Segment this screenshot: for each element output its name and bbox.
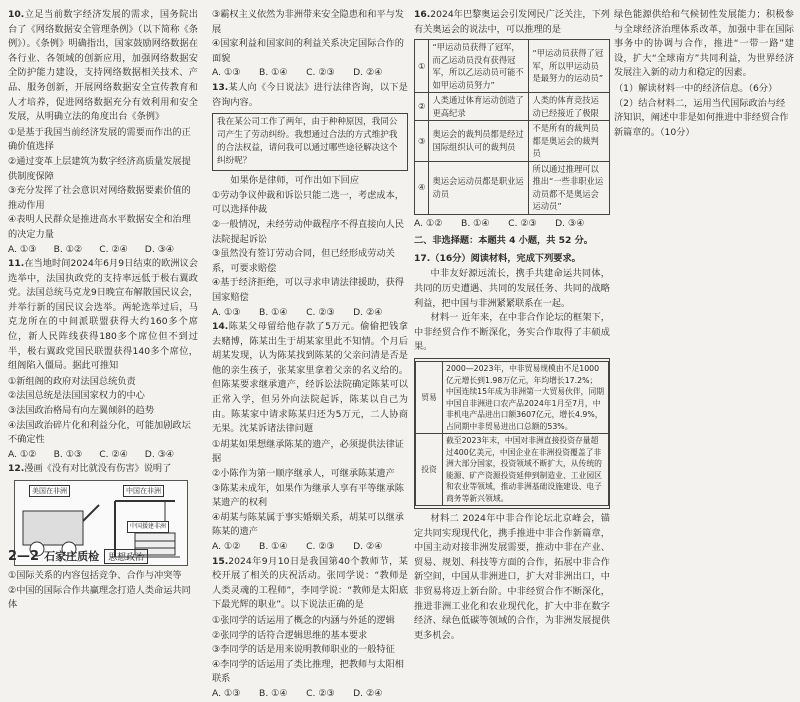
question-10: 10.立足当前数字经济发展的需求，国务院出台了《网络数据安全管理条例》（以下简称《条例》）。《条例》明确指出，国家鼓励网络数据在各行业、各领域的创新应用，加强网络数据安全防护能力建设，支持网络数据相关技术、产品、服务创新，开展网络数据安全宣传教育和人才培养，促进网络数据充分有效利用和安全发展，从明确立法的角度出台《条例》 <box>8 9 198 123</box>
q10-choices: A. ①③ B. ①② C. ②④ D. ③④ <box>8 243 175 255</box>
table-row: ③ 奥运会的裁判员都是经过国际组织认可的裁判员 不是所有的裁判员都是奥运会的裁判员 <box>415 121 610 162</box>
question-13: 13.某人向《今日说法》进行法律咨询，以下是咨询内容。 <box>212 81 408 108</box>
q14-choices: A. ①② B. ①④ C. ②③ D. ②④ <box>212 541 383 552</box>
material-2: 材料二 2024年中非合作论坛北京峰会，锚定共同实现现代化，携手推进中非合作新篇章，中国主动对接非洲发展需要，推动中非在产业、贸易、规划、科技等方面的合作，拓展中非合作新空间，中国从非洲进口，扩大对非洲出口，中非贸易将迈上新台阶。中非经贸合作不断深化，推进非洲工业化和农业现代化，扩大中非在数字经济、绿色低碳等领域的合作，为非洲发展提供更多机会。 <box>414 513 610 641</box>
material-1: 材料一 近年来，在中非合作论坛的框架下，中非经贸合作不断深化，务实合作取得了丰硕成果。 <box>414 312 610 353</box>
subject-tag: 思想政治 <box>104 549 148 564</box>
question-12: 12.漫画《没有对比就没有伤害》说明了 <box>8 463 172 475</box>
section-2-heading: 二、非选择题：本题共 4 小题，共 52 分。 <box>414 235 593 247</box>
q10-option: ③充分发挥了社会意识对网络数据要素价值的推动作用 <box>8 185 191 211</box>
q15-option: ②张同学的话符合逻辑思维的基本要求 <box>212 629 368 641</box>
question-16: 16.2024年巴黎奥运会引发网民广泛关注，下列有关奥运会的说法中，可以推理的是 <box>414 9 610 35</box>
question-17-heading: 17.（16分）阅读材料，完成下列要求。 <box>414 252 581 264</box>
table-row: ① “甲运动员获得了冠军，而乙运动员没有获得冠军，所以乙运动员可能不如甲运动员努力” “甲运动员获得了冠军，所以甲运动员是最努力的运动员” <box>415 40 610 93</box>
q13-option: ③虽然没有签订劳动合同，但已经形成劳动关系，可要求赔偿 <box>212 248 395 274</box>
q15-option: ③李同学的话是用来说明教师职业的一般特征 <box>212 644 395 656</box>
q13-lead: 如果你是律师，可作出如下回应 <box>230 175 360 187</box>
q11-option: ④法国政治碎片化和利益分化，可能加剧政坛不确定性 <box>8 419 191 446</box>
q13-option: ④基于经济拒绝，可以寻求申请法律援助，获得国家赔偿 <box>212 277 404 303</box>
material-1-table <box>414 358 610 509</box>
question-14: 14.陈某父母留给他存款了5万元。偷偷把钱拿去赌博，陈某出生于胡某家里此不知情。个月后胡某发现，认为陈某找到陈某的父亲问清是否是他的亲生孩子，张某家里拿着父亲的名义给的。但陈某要求继承遗产，经诉讼法院确定陈某可以正常入学，但另外向法院起诉，陈某以自己为由。陈某家中请求陈某归还为5万元，二人协商无果。沈某诉诸法律问题 <box>212 321 408 435</box>
q15-option: ①张同学的话运用了概念的内涵与外延的逻辑 <box>212 614 395 626</box>
column-3 <box>414 8 610 643</box>
material-2-continued: 绿色能源供给和气候韧性发展能力；积极参与全球经济治理体系改革，加强中非在国际事务中的协调与合作，推进“一带一路”建设，扩大“全球南方”共同利益，为世界经济发展注入新的动力和稳定的因素。 <box>614 9 794 79</box>
q11-choices: A. ①② B. ①③ C. ②④ D. ③④ <box>8 448 175 460</box>
q14-option: ②小陈作为第一顺序继承人，可继承陈某遗产 <box>212 468 395 480</box>
cartoon-caption-right: 中国在非洲 <box>123 485 164 497</box>
q13-option: ②一般情况，未经劳动仲裁程序不得直接向人民法院提起诉讼 <box>212 218 404 245</box>
q14-option: ④胡某与陈某属于事实婚姻关系，胡某可以继承陈某的遗产 <box>212 511 404 538</box>
q12-option: ②中国的国际合作共赢理念打造人类命运共同体 <box>8 584 191 611</box>
exam-name: 石家庄质检 <box>44 550 100 563</box>
table-row: 贸易 2000—2023年，中非贸易规模由不足1000亿元增长到1.98万亿元，年均增长17.2%；中国连续15年成为非洲第一大贸易伙伴，同期中国自非洲进口农产品2024年1月至7月，中非机电产品进出口额3607亿元，增长4.9%，占同期中非贸易进出口总额的53%。 <box>416 362 609 434</box>
table-row: ④ 奥运会运动员都是职业运动员 所以通过推理可以推出“一些非职业运动员都不是奥运会运动员” <box>415 161 610 214</box>
page-footer <box>8 548 148 564</box>
q16-choices: A. ①② B. ①④ C. ②③ D. ③④ <box>414 217 585 229</box>
q10-option: ①是基于我国当前经济发展的需要而作出的正确价值选择 <box>8 126 191 153</box>
q17-requirement-2: （2）结合材料二，运用当代国际政治与经济知识，阐述中非是如何推进中非经贸合作新篇章的。（10分） <box>614 97 789 138</box>
q12-choices: A. ①③ B. ①④ C. ②③ D. ②④ <box>212 67 383 79</box>
q16-table <box>414 39 610 215</box>
q17-requirement-1: （1）解读材料一中的经济信息。（6分） <box>614 82 778 94</box>
page-number: 2—2 <box>8 548 40 564</box>
column-4 <box>614 8 794 140</box>
q13-option: ①劳动争议仲裁和诉讼只能二选一，考虑成本，可以选择仲裁 <box>212 189 404 216</box>
q13-consult-box: 我在某公司工作了两年，由于种种原因，我同公司产生了劳动纠纷。我想通过合法的方式维护我的合法权益，请问我可以通过哪些途径解决这个纠纷呢？ <box>212 113 408 171</box>
q15-option: ④李同学的话运用了类比推理，把教师与太阳相联系 <box>212 658 404 685</box>
q11-option: ②法国总统是法国国家权力的中心 <box>8 390 145 402</box>
question-11: 11.在当地时间2024年6月9日结束的欧洲议会选举中，法国执政党的支持率远低于极右翼政党。法国总统马克龙9日晚宣布解散国民议会，并举行新的国民议会选举。两轮选举过后，马克龙所在的中间派联盟获得大约160多个席位，新人民阵线获得180多个席位但不到过半，极右翼政党国民联盟获得140多个席位，组阁陷入僵局。据此可推知 <box>8 258 198 372</box>
cartoon-caption-left: 美国在非洲 <box>29 485 70 497</box>
q10-option: ②通过变革上层建筑为数字经济高质量发展提供制度保障 <box>8 155 191 182</box>
q13-choices: A. ①③ B. ①④ C. ②③ D. ②④ <box>212 306 383 318</box>
column-1 <box>8 8 198 613</box>
q12-option: ④国家利益和国家间的利益关系决定国际合作的面貌 <box>212 38 404 64</box>
table-row: 投资 截至2023年末，中国对非洲直接投资存量超过400亿美元，中国企业在非洲投资覆盖了非洲大部分国家，投资领域不断扩大，从传统的能源、矿产资源投资延伸到制造业、工业园区和农业等领域，推动非洲基础设施建设、电子商务等新兴领域。 <box>416 434 609 506</box>
q12-option: ①国际关系的内容包括竞争、合作与冲突等 <box>8 570 182 581</box>
q11-option: ①新组阁的政府对法国总统负责 <box>8 375 136 387</box>
q11-option: ③法国政治格局有向左翼倾斜的趋势 <box>8 405 155 417</box>
question-15: 15.2024年9月10日是我国第40个教师节，某校开展了相关的庆祝活动。张同学说：“教师是人类灵魂的工程师”，李同学说：“教师是太阳底下最光辉的职业”。以下说法正确的是 <box>212 555 408 611</box>
table-row: ② 人类通过体育运动创造了更高纪录 人类的体育竞技运动已经接近了极限 <box>415 93 610 121</box>
q17-intro: 中非友好源远流长，携手共建命运共同体，共同的历史遭遇、共同的发展任务、共同的战略利益，把中国与非洲紧紧联系在一起。 <box>414 268 610 309</box>
q10-option: ④表明人民群众是推进高水平数据安全和治理的决定力量 <box>8 214 191 240</box>
q14-option: ①胡某如果想继承陈某的遗产，必须提供法律证据 <box>212 438 404 465</box>
column-2 <box>212 8 408 702</box>
q12-option: ③霸权主义依然为非洲带来安全隐患和和平与发展 <box>212 9 404 35</box>
cartoon-caption-bottom: 中国援建非洲 <box>127 521 169 533</box>
q15-choices: A. ①③ B. ①④ C. ②③ D. ②④ <box>212 687 383 699</box>
q14-option: ③陈某未成年，如果作为继承人享有平等继承陈某遗产的权利 <box>212 482 404 509</box>
